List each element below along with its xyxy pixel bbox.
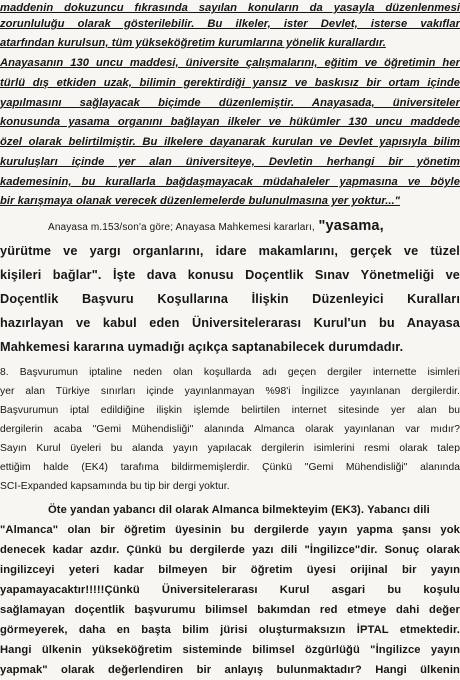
- para2-line-1-bold: "yasama,: [318, 218, 384, 234]
- para4-line-1: Öte yandan yabancı dil olarak Almanca bilmekteyim (EK3). Yabancı dili: [48, 504, 430, 516]
- para4-line-4: ingilizceyi yeteri kadar bilmeyen bir öğretim üyesi orijinal bir yayın: [0, 564, 460, 576]
- para4-line-6: sağlamayan doçentlik başvurumu bilimsel bakımdan red etmeye dahi değer: [0, 604, 460, 616]
- para4-line-5: yapamayacaktır!!!!!Çünkü Üniversitelerarası Kurul asgari bu koşulu: [0, 584, 460, 596]
- para3-line-3: Başvurumun iptal edildiğine ilişkin işlemde belirtilen internet sitesinde yer alan bu: [0, 405, 460, 416]
- quote-line-4: Anayasanın 130 uncu maddesi, üniversite çalışmalarını, eğitim ve öğretimin her: [0, 57, 460, 69]
- para2-line-1-normal: Anayasa m.153/son'a göre; Anayasa Mahkemesi kararları,: [48, 222, 315, 233]
- quote-line-8: özel olarak belirtilmiştir. Bu ilkelere dayanarak kurulan ve Devlet yapısıyla bilim: [0, 136, 460, 148]
- para2-line-5: hazırlayan ve kabul eden Üniversitelerarası Kurul'un bu Anayasa: [0, 316, 460, 330]
- quote-line-9: kuruluşları içinde yer alan üniversiteye, Devletin herhangi bir yönetim: [0, 156, 460, 168]
- quote-line-1: maddenin dokuzuncu fıkrasında sayılan konuların da yasayla düzenlenmesi: [0, 2, 460, 14]
- quote-line-11: bir karışmaya olanak verecek düzenlemelerde bulunulmasına yer yoktur...": [0, 195, 401, 207]
- para2-line-2: yürütme ve yargı organlarını, idare makamlarını, gerçek ve tüzel: [0, 244, 460, 258]
- para4-line-7: görmeyerek, daha en başta bilim jürisi oluşturmaksızın İPTAL etmektedir.: [0, 624, 460, 636]
- para3-line-2: yer alan Türkiye sınırları içinde yayınlanmayan %98'i İngilizce yayınlanan dergilerdir.: [0, 386, 460, 397]
- para4-line-9: yapmak" olarak değerlendiren bir anlayış bulunmaktadır? Hangi ülkenin: [0, 664, 460, 676]
- quote-line-5: türlü dış etkiden uzak, bilimin gerektirdiği yansız ve baskısız bir ortam içinde: [0, 77, 460, 89]
- quote-line-10: kademesinin, bu kurallarla bağdaşmayacak müdahaleler yapmasına ve böyle: [0, 176, 460, 188]
- para4-line-3: denecek kadar azdır. Çünkü bu dergilerde yazı dili "İngilizce"dir. Sonuç olarak: [0, 544, 460, 556]
- para2-line-6: Mahkemesi kararına uymadığı açıkça saptanabilecek durumdadır.: [0, 340, 404, 354]
- para3-line-5: Sayın Kurul üyeleri bu alanda yayın yapılacak dergilerin isimlerini resmi olarak talep: [0, 443, 460, 454]
- para3-line-6: ettiğim halde (EK4) tarafıma bildirmemişlerdir. Çünkü "Gemi Mühendisliği" alanında: [0, 462, 460, 473]
- quote-line-6: yapılmasını sağlayacak biçimde düzenlemiştir. Anayasada, üniversiteler: [0, 97, 460, 109]
- para3-line-4: dergilerin acaba "Gemi Mühendisliği" alanında Almanca olarak yayınlanan var mıdır?: [0, 424, 460, 435]
- quote-line-7: konusunda yasama organını bağlayan ilkeler ve hükümler 130 uncu maddede: [0, 116, 460, 128]
- para2-line-1: [48, 217, 460, 237]
- quote-line-3: atarfından kurulsun, tüm yükseköğretim kurumlarına yönelik kurallardır.: [0, 37, 386, 49]
- para3-line-7: SCI-Expanded kapsamında bu tip bir dergi yoktur.: [0, 481, 230, 492]
- para2-line-3: kişileri bağlar". İşte dava konusu Doçentlik Sınav Yönetmeliği ve: [0, 268, 460, 282]
- para2-line-4: Doçentlik Başvuru Koşullarına İlişkin Düzenleyici Kuralları: [0, 292, 460, 306]
- para4-line-8: Hangi ülkenin yükseköğretim sisteminde bilimsel özgürlüğü "İngilizce yayın: [0, 644, 460, 656]
- para4-line-2: "Almanca" olan bir öğretim üyesinin bu dergilerde yayın yapma şansı yok: [0, 524, 460, 536]
- para3-line-1: 8. Başvurumun iptaline neden olan koşullarda adı geçen dergiler internette isimleri: [0, 367, 460, 378]
- quote-line-2: zorunluluğu olarak gösterilebilir. Bu ilkeler, ister Devlet, isterse vakıflar: [0, 18, 460, 30]
